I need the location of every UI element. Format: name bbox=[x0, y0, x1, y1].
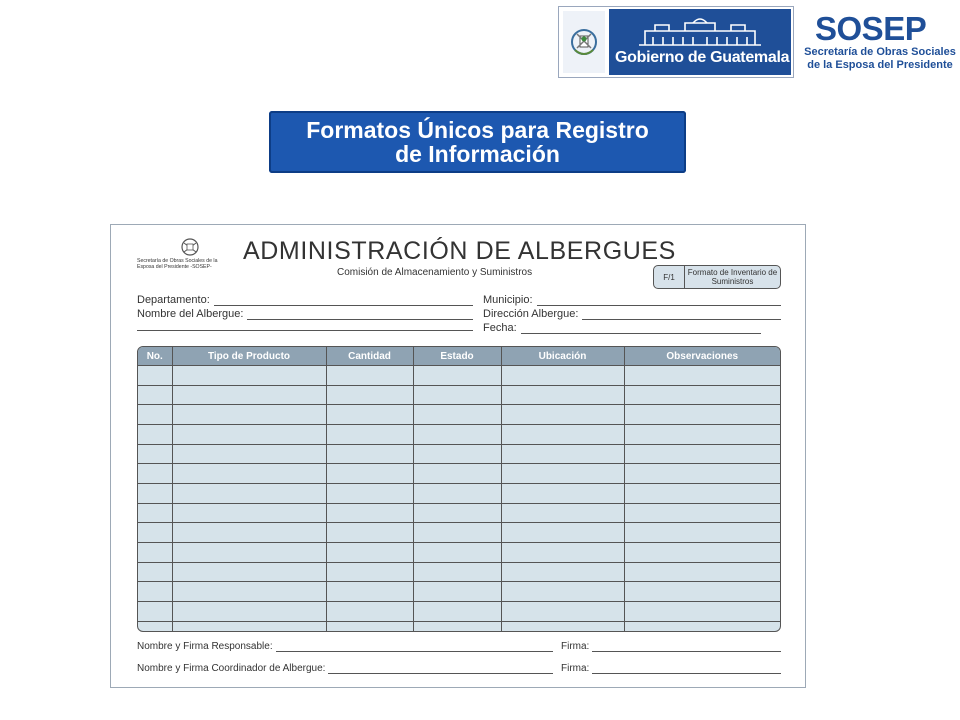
table-cell[interactable] bbox=[172, 366, 326, 386]
table-cell[interactable] bbox=[501, 483, 624, 503]
table-cell[interactable] bbox=[138, 483, 172, 503]
table-cell[interactable] bbox=[172, 464, 326, 484]
table-cell[interactable] bbox=[624, 444, 780, 464]
form-code-box bbox=[653, 265, 781, 289]
table-cell[interactable] bbox=[413, 601, 501, 621]
table-cell[interactable] bbox=[172, 621, 326, 631]
table-row bbox=[138, 385, 780, 405]
nombre-albergue-line[interactable] bbox=[247, 311, 473, 320]
formatos-banner bbox=[269, 111, 686, 173]
municipio-line[interactable] bbox=[537, 297, 781, 306]
sosep-full-name bbox=[800, 46, 960, 72]
table-cell[interactable] bbox=[624, 582, 780, 602]
table-cell[interactable] bbox=[413, 621, 501, 631]
table-row bbox=[138, 523, 780, 543]
sosep-name-line1: Secretaría de Obras Sociales bbox=[804, 46, 956, 58]
table-header-row bbox=[138, 347, 780, 366]
table-cell[interactable] bbox=[172, 503, 326, 523]
coordinador-firma-label: Firma: bbox=[561, 663, 590, 674]
table-cell[interactable] bbox=[138, 464, 172, 484]
inventory-table bbox=[137, 346, 781, 632]
col-header-observaciones: Observaciones bbox=[624, 347, 780, 366]
col-header-no: No. bbox=[138, 347, 172, 366]
form-title: ADMINISTRACIÓN DE ALBERGUES bbox=[243, 237, 676, 265]
table-cell[interactable] bbox=[413, 405, 501, 425]
table-cell[interactable] bbox=[138, 405, 172, 425]
table-cell[interactable] bbox=[172, 385, 326, 405]
form-code: F/1 bbox=[654, 266, 685, 288]
table-cell[interactable] bbox=[624, 405, 780, 425]
table-cell[interactable] bbox=[501, 582, 624, 602]
table-cell[interactable] bbox=[172, 542, 326, 562]
form-org-text: Secretaría de Obras Sociales de la Esposa del Presidente -SOSEP- bbox=[137, 258, 218, 270]
table-cell[interactable] bbox=[138, 503, 172, 523]
table-cell[interactable] bbox=[172, 444, 326, 464]
banner-line1: Formatos Únicos para Registro bbox=[306, 117, 649, 143]
table-cell[interactable] bbox=[413, 424, 501, 444]
table-row bbox=[138, 601, 780, 621]
fecha-line[interactable] bbox=[521, 325, 761, 334]
table-cell[interactable] bbox=[326, 444, 413, 464]
table-cell[interactable] bbox=[138, 385, 172, 405]
table-cell[interactable] bbox=[624, 385, 780, 405]
table-cell[interactable] bbox=[326, 621, 413, 631]
responsable-signature-field[interactable] bbox=[137, 641, 553, 652]
table-cell[interactable] bbox=[326, 542, 413, 562]
coordinador-firma-field[interactable] bbox=[561, 663, 781, 674]
table-row bbox=[138, 444, 780, 464]
table-cell[interactable] bbox=[624, 424, 780, 444]
table-cell[interactable] bbox=[326, 562, 413, 582]
table-cell[interactable] bbox=[138, 542, 172, 562]
table-cell[interactable] bbox=[326, 601, 413, 621]
table-cell[interactable] bbox=[624, 483, 780, 503]
table-cell[interactable] bbox=[624, 621, 780, 631]
table-cell[interactable] bbox=[326, 366, 413, 386]
table-cell[interactable] bbox=[413, 444, 501, 464]
table-cell[interactable] bbox=[501, 542, 624, 562]
direccion-albergue-line[interactable] bbox=[582, 311, 781, 320]
table-cell[interactable] bbox=[138, 366, 172, 386]
table-cell[interactable] bbox=[138, 424, 172, 444]
table-row bbox=[138, 621, 780, 631]
table-cell[interactable] bbox=[624, 562, 780, 582]
table-cell[interactable] bbox=[413, 464, 501, 484]
responsable-label: Nombre y Firma Responsable: bbox=[137, 641, 273, 652]
table-cell[interactable] bbox=[501, 444, 624, 464]
coordinador-signature-field[interactable] bbox=[137, 663, 553, 674]
table-row bbox=[138, 503, 780, 523]
gobierno-blue-panel bbox=[609, 9, 791, 75]
direccion-albergue-label: Dirección Albergue: bbox=[483, 308, 579, 320]
table-cell[interactable] bbox=[501, 424, 624, 444]
form-body bbox=[111, 225, 805, 687]
responsable-line[interactable] bbox=[276, 643, 553, 652]
table-cell[interactable] bbox=[413, 483, 501, 503]
table-cell[interactable] bbox=[172, 483, 326, 503]
table-cell[interactable] bbox=[138, 523, 172, 543]
col-header-tipo-producto: Tipo de Producto bbox=[172, 347, 326, 366]
gobierno-guatemala-logo bbox=[558, 6, 794, 78]
table-cell[interactable] bbox=[501, 601, 624, 621]
table-row bbox=[138, 562, 780, 582]
table-cell[interactable] bbox=[326, 424, 413, 444]
palace-icon bbox=[635, 15, 765, 47]
table-cell[interactable] bbox=[138, 601, 172, 621]
table-cell[interactable] bbox=[624, 601, 780, 621]
table-cell[interactable] bbox=[624, 503, 780, 523]
sosep-name-line2: de la Esposa del Presidente bbox=[807, 59, 953, 71]
nombre-albergue-field[interactable] bbox=[137, 308, 473, 320]
form-subtitle: Comisión de Almacenamiento y Suministros bbox=[337, 267, 533, 278]
responsable-firma-line[interactable] bbox=[592, 643, 781, 652]
departamento-field[interactable] bbox=[137, 294, 473, 306]
table-row bbox=[138, 405, 780, 425]
table-row bbox=[138, 582, 780, 602]
table-row bbox=[138, 464, 780, 484]
table-cell[interactable] bbox=[413, 582, 501, 602]
direccion-albergue-field[interactable] bbox=[483, 308, 781, 320]
table-cell[interactable] bbox=[172, 601, 326, 621]
table-cell[interactable] bbox=[413, 562, 501, 582]
table-cell[interactable] bbox=[501, 385, 624, 405]
coat-of-arms-icon bbox=[563, 11, 605, 73]
coordinador-firma-line[interactable] bbox=[592, 665, 781, 674]
shelter-inventory-form bbox=[110, 224, 806, 688]
coordinador-label: Nombre y Firma Coordinador de Albergue: bbox=[137, 663, 326, 674]
table-cell[interactable] bbox=[624, 523, 780, 543]
table-cell[interactable] bbox=[138, 444, 172, 464]
table-cell[interactable] bbox=[624, 542, 780, 562]
gobierno-label: Gobierno de Guatemala bbox=[615, 49, 790, 66]
departamento-line[interactable] bbox=[214, 297, 473, 306]
table-cell[interactable] bbox=[138, 562, 172, 582]
table-cell[interactable] bbox=[624, 366, 780, 386]
table-cell[interactable] bbox=[501, 366, 624, 386]
table-cell[interactable] bbox=[326, 483, 413, 503]
responsable-firma-label: Firma: bbox=[561, 641, 590, 652]
table-cell[interactable] bbox=[172, 523, 326, 543]
table-cell[interactable] bbox=[172, 405, 326, 425]
table-cell[interactable] bbox=[138, 582, 172, 602]
table-cell[interactable] bbox=[326, 503, 413, 523]
fecha-field[interactable] bbox=[483, 322, 781, 334]
col-header-cantidad: Cantidad bbox=[326, 347, 413, 366]
table-cell[interactable] bbox=[501, 562, 624, 582]
banner-line2: de Información bbox=[395, 141, 560, 167]
table-cell[interactable] bbox=[413, 542, 501, 562]
departamento-label: Departamento: bbox=[137, 294, 210, 306]
sosep-acronym: SOSEP bbox=[815, 10, 927, 47]
table-cell[interactable] bbox=[501, 405, 624, 425]
fecha-label: Fecha: bbox=[483, 322, 517, 334]
municipio-field[interactable] bbox=[483, 294, 781, 306]
blank-line[interactable] bbox=[137, 322, 473, 331]
table-cell[interactable] bbox=[624, 464, 780, 484]
municipio-label: Municipio: bbox=[483, 294, 533, 306]
table-cell[interactable] bbox=[326, 582, 413, 602]
table-cell[interactable] bbox=[326, 405, 413, 425]
table-cell[interactable] bbox=[172, 562, 326, 582]
col-header-ubicacion: Ubicación bbox=[501, 347, 624, 366]
nombre-albergue-label: Nombre del Albergue: bbox=[137, 308, 244, 320]
table-cell[interactable] bbox=[413, 366, 501, 386]
table-cell[interactable] bbox=[501, 621, 624, 631]
table-cell[interactable] bbox=[501, 464, 624, 484]
coat-of-arms-icon bbox=[178, 237, 202, 257]
col-header-estado: Estado bbox=[413, 347, 501, 366]
form-code-description: Formato de Inventario de Suministros bbox=[687, 268, 778, 286]
table-row bbox=[138, 483, 780, 503]
table-cell[interactable] bbox=[326, 385, 413, 405]
table-row bbox=[138, 424, 780, 444]
table-cell[interactable] bbox=[326, 523, 413, 543]
table-cell[interactable] bbox=[413, 385, 501, 405]
responsable-firma-field[interactable] bbox=[561, 641, 781, 652]
table-cell[interactable] bbox=[501, 503, 624, 523]
table-cell[interactable] bbox=[413, 503, 501, 523]
table-row bbox=[138, 366, 780, 386]
table-cell[interactable] bbox=[172, 582, 326, 602]
table-cell[interactable] bbox=[138, 621, 172, 631]
table-row bbox=[138, 542, 780, 562]
table-cell[interactable] bbox=[413, 523, 501, 543]
table-cell[interactable] bbox=[326, 464, 413, 484]
table-cell[interactable] bbox=[172, 424, 326, 444]
coordinador-line[interactable] bbox=[328, 665, 553, 674]
table-cell[interactable] bbox=[501, 523, 624, 543]
blank-line-field[interactable] bbox=[137, 322, 473, 331]
